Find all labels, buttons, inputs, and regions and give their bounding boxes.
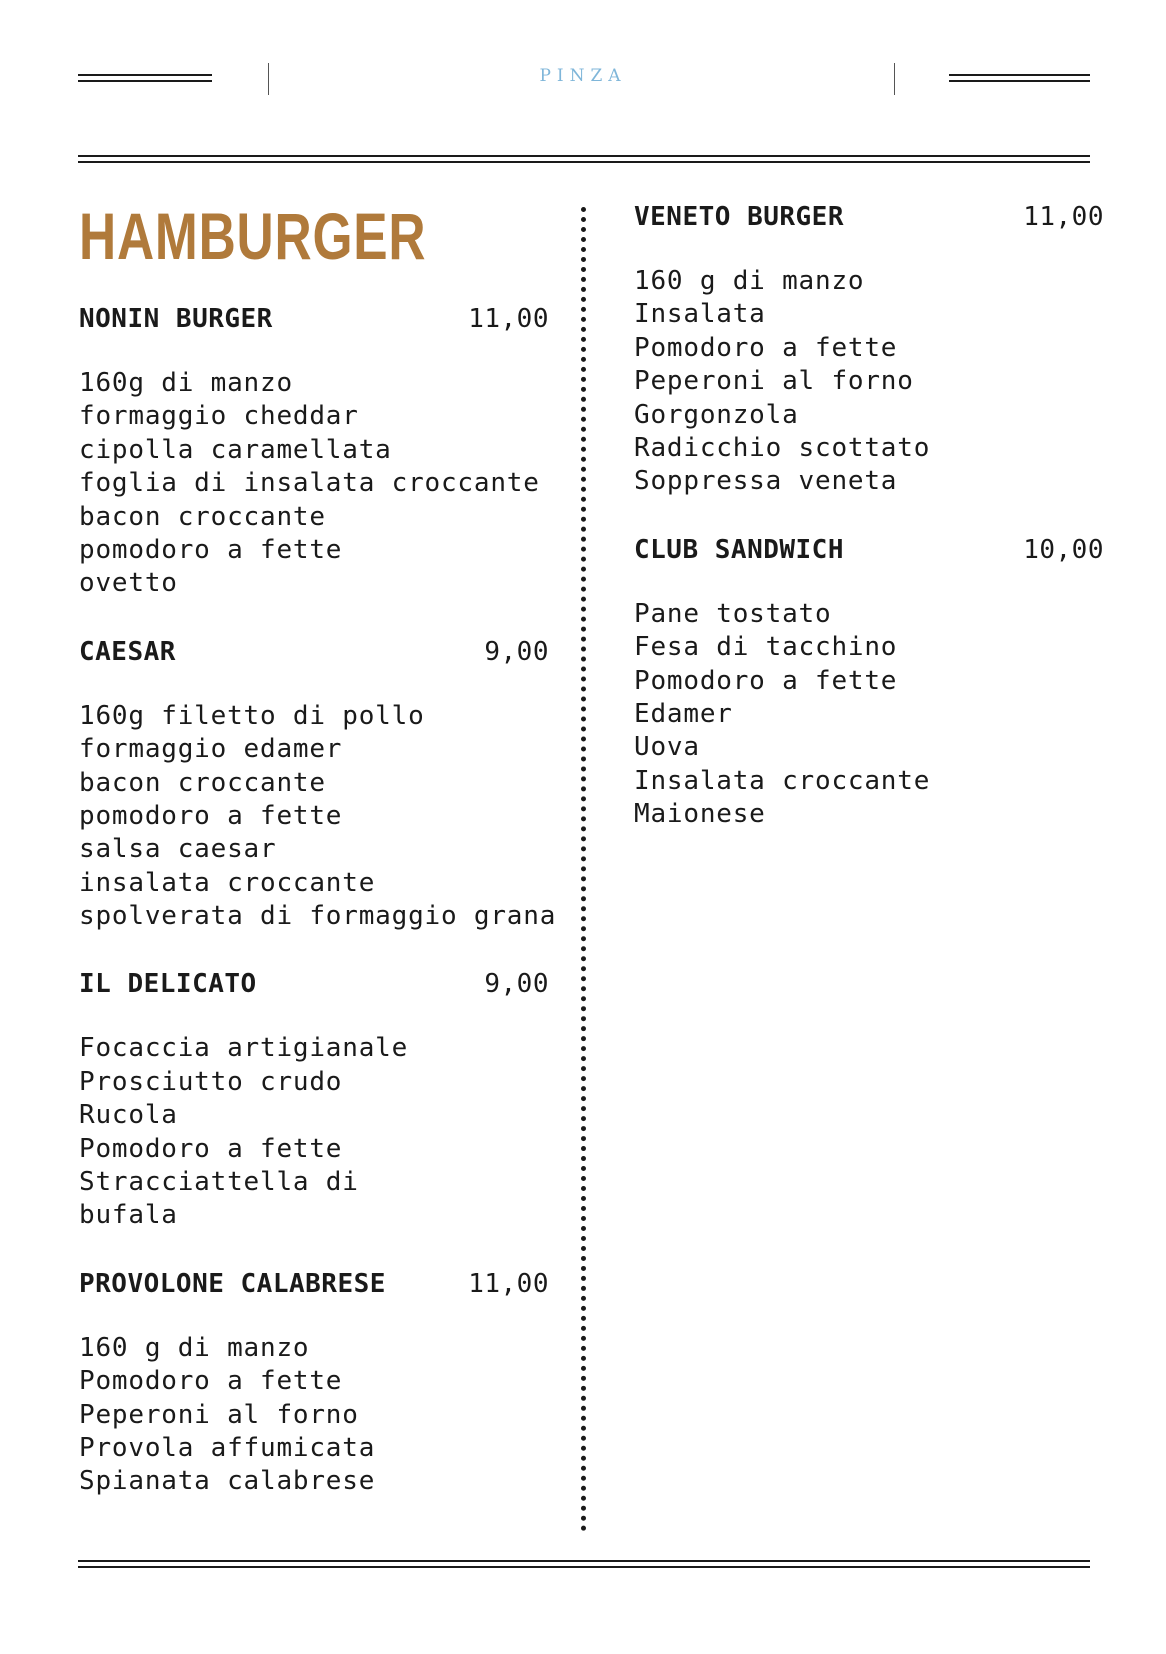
ingredient-list <box>79 1032 549 1232</box>
ingredient: bacon croccante <box>79 501 326 532</box>
item-spacer <box>79 601 549 635</box>
menu-item-price: 9,00 <box>484 969 549 1000</box>
ingredient: ovetto <box>79 568 178 599</box>
menu-item-header <box>634 533 1104 567</box>
menu-item <box>79 967 549 1266</box>
menu-item-name: VENETO BURGER <box>634 202 844 232</box>
item-spacer <box>634 499 1104 533</box>
ingredient: Radicchio scottato <box>634 432 931 463</box>
menu-item-name: IL DELICATO <box>79 969 257 1000</box>
brand-name: PINZA <box>539 66 627 86</box>
ingredient: Insalata croccante <box>634 765 931 796</box>
menu-item-price: 11,00 <box>468 1268 549 1299</box>
ingredient: cipolla caramellata <box>79 434 392 465</box>
ingredient: 160 g di manzo <box>634 266 865 296</box>
ingredient-list <box>634 265 1104 499</box>
ingredient: Peperoni al forno <box>634 366 914 397</box>
menu-item <box>634 200 1104 533</box>
menu-item-name: CAESAR <box>79 636 176 667</box>
bottom-double-rule <box>78 1560 1090 1568</box>
ingredient: 160g filetto di pollo <box>79 700 425 731</box>
left-menu-items <box>79 302 557 1499</box>
header-rule-right-top <box>949 74 1090 76</box>
menu-item-price: 11,00 <box>468 304 549 334</box>
ingredient: bacon croccante <box>79 767 326 798</box>
left-column <box>79 199 557 1499</box>
menu-item <box>79 635 557 968</box>
menu-item-header <box>79 967 549 1001</box>
item-spacer <box>79 933 549 967</box>
ingredient: Pomodoro a fette <box>79 1366 343 1397</box>
item-spacer <box>79 1233 549 1267</box>
ingredient: Edamer <box>634 698 733 729</box>
menu-item-header <box>79 1267 549 1301</box>
ingredient: Pane tostato <box>634 598 832 629</box>
ingredient: Rucola <box>79 1100 178 1131</box>
ingredient: Soppressa veneta <box>634 466 898 497</box>
top-double-rule <box>78 155 1090 163</box>
ingredient-list <box>79 1332 549 1499</box>
ingredient: 160 g di manzo <box>79 1332 310 1363</box>
ingredient: Stracciattella di <box>79 1167 359 1198</box>
ingredient-list <box>79 700 557 934</box>
menu-item-price: 9,00 <box>484 636 549 667</box>
ingredient: Pomodoro a fette <box>79 1133 343 1164</box>
ingredient: insalata croccante <box>79 867 376 898</box>
ingredient: bufala <box>79 1200 178 1231</box>
ingredient: Gorgonzola <box>634 399 799 430</box>
menu-item <box>79 302 549 635</box>
ingredient: Maionese <box>634 799 766 830</box>
ingredient: Uova <box>634 732 700 763</box>
ingredient: Provola affumicata <box>79 1432 376 1463</box>
ingredient: Insalata <box>634 299 766 330</box>
menu-item-name: CLUB SANDWICH <box>634 534 844 565</box>
ingredient: Focaccia artigianale <box>79 1033 409 1064</box>
menu-item-name: NONIN BURGER <box>79 304 273 334</box>
ingredient: spolverata di formaggio grana <box>79 901 557 932</box>
menu-item-name: PROVOLONE CALABRESE <box>79 1268 386 1299</box>
menu-item-header <box>79 635 549 669</box>
ingredient: Spianata calabrese <box>79 1466 376 1497</box>
ingredient: Fesa di tacchino <box>634 632 898 663</box>
menu-item-header <box>79 302 549 336</box>
column-divider <box>581 207 586 1532</box>
ingredient: Peperoni al forno <box>79 1399 359 1430</box>
ingredient: Pomodoro a fette <box>634 665 898 696</box>
ingredient: formaggio edamer <box>79 734 343 765</box>
ingredient: Prosciutto crudo <box>79 1066 343 1097</box>
right-menu-items <box>634 200 1104 831</box>
ingredient: pomodoro a fette <box>79 800 343 831</box>
ingredient: pomodoro a fette <box>79 534 343 565</box>
menu-item-price: 11,00 <box>1023 202 1104 232</box>
ingredient-list <box>79 367 549 601</box>
header-rule-right-bottom <box>949 80 1090 82</box>
menu-item <box>634 533 1104 832</box>
ingredient: formaggio cheddar <box>79 401 359 432</box>
header-bar-right <box>894 63 895 95</box>
right-column <box>634 200 1104 831</box>
ingredient: foglia di insalata croccante <box>79 468 540 499</box>
ingredient-list <box>634 598 1104 832</box>
section-title: HAMBURGER <box>79 199 427 273</box>
menu-item-price: 10,00 <box>1023 534 1104 565</box>
menu-item <box>79 1267 549 1499</box>
menu-item-header <box>634 200 1104 234</box>
ingredient: salsa caesar <box>79 834 277 865</box>
ingredient: Pomodoro a fette <box>634 332 898 363</box>
ingredient: 160g di manzo <box>79 368 293 398</box>
section-header <box>79 200 549 302</box>
